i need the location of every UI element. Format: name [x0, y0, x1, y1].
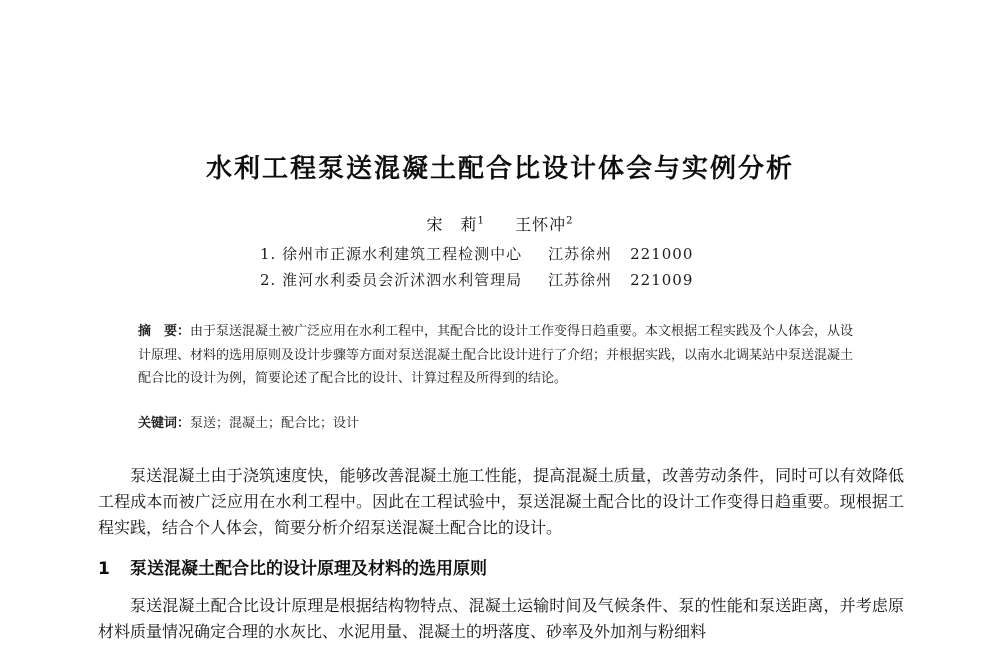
author-1-affiliation-mark: 1 [477, 215, 485, 227]
section-heading [98, 554, 487, 579]
section-title: 泵送混凝土配合比的设计原理及材料的选用原则 [130, 559, 487, 579]
affiliation-org: 淮河水利委员会沂沭泗水利管理局 [282, 271, 523, 289]
affiliation-place: 江苏徐州 [548, 245, 613, 263]
section-number: 1 [98, 559, 110, 579]
abstract [138, 320, 862, 391]
affiliation-number: 1. [260, 245, 277, 263]
paper-title: 水利工程泵送混凝土配合比设计体会与实例分析 [205, 154, 794, 184]
keywords [138, 412, 862, 435]
section-paragraph: 泵送混凝土配合比设计原理是根据结构物特点、混凝土运输时间及气候条件、泵的性能和泵送距离，并考虑原材料质量情况确定合理的水灰比、水泥用量、混凝土的坍落度、砂率及外加剂与粉细料 [98, 596, 904, 641]
author-2-affiliation-mark: 2 [566, 215, 574, 227]
author-2: 王怀冲 [515, 215, 567, 234]
keywords-text: 泵送；混凝土；配合比；设计 [190, 416, 360, 431]
author-line [0, 212, 1000, 235]
affiliation-zip: 221000 [630, 245, 694, 263]
affiliation-1 [260, 243, 693, 264]
abstract-text: 由于泵送混凝土被广泛应用在水利工程中，其配合比的设计工作变得日趋重要。本文根据工程实践及个人体会，从设计原理、材料的选用原则及设计步骤等方面对泵送混凝土配合比设计进行了介绍；并根据实践，以南水北调某站中泵送混凝土配合比的设计为例，简要论述了配合比的设计、计算过程及所得到的结论。 [138, 324, 854, 386]
affiliation-number: 2. [260, 271, 277, 289]
intro-paragraph: 泵送混凝土由于浇筑速度快，能够改善混凝土施工性能，提高混凝土质量，改善劳动条件，同时可以有效降低工程成本而被广泛应用在水利工程中。因此在工程试验中，泵送混凝土配合比的设计工作变得日趋重要。现根据工程实践，结合个人体会，简要分析介绍泵送混凝土配合比的设计。 [98, 466, 904, 537]
author-1: 宋 莉 [426, 215, 478, 234]
affiliation-org: 徐州市正源水利建筑工程检测中心 [282, 245, 523, 263]
affiliation-place: 江苏徐州 [548, 271, 613, 289]
abstract-label: 摘 要： [138, 324, 191, 339]
affiliation-2 [260, 269, 693, 290]
keywords-label: 关键词： [138, 416, 191, 431]
affiliation-zip: 221009 [630, 271, 694, 289]
